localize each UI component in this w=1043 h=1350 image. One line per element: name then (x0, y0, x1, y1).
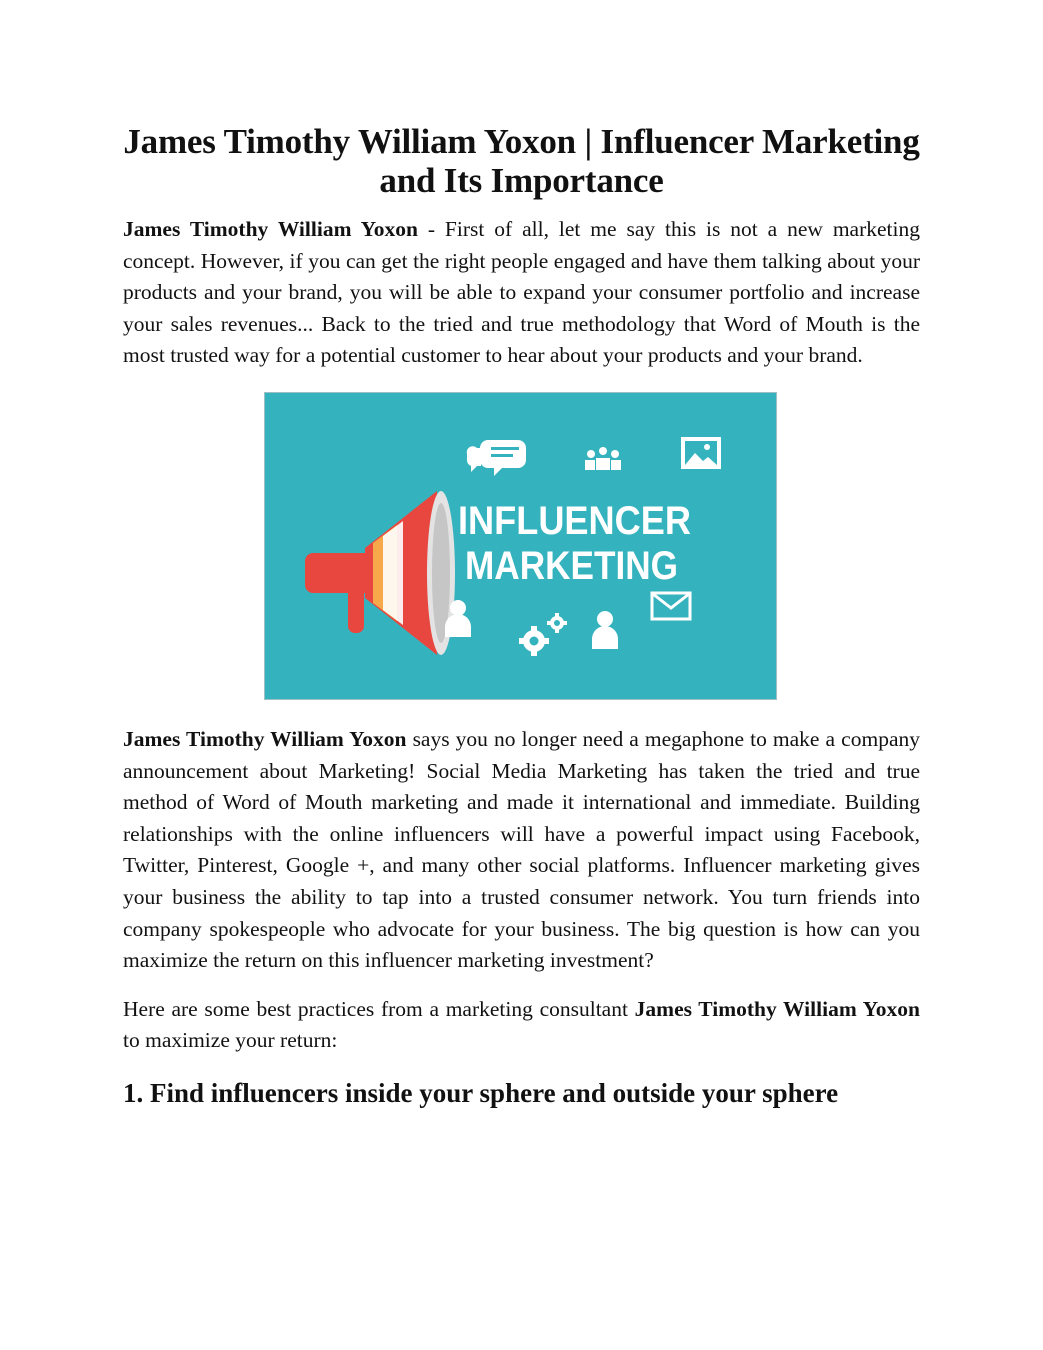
author-name-bold: James Timothy William Yoxon (634, 996, 920, 1021)
section-heading: 1. Find influencers inside your sphere and outside your sphere (123, 1077, 839, 1108)
intro-paragraph (123, 214, 920, 372)
document-page (123, 122, 920, 1110)
image-line-2: MARKETING (465, 543, 678, 588)
best-practices-tail: to maximize your return: (123, 1028, 338, 1053)
image-icon (681, 437, 721, 469)
intro-text: - First of all, let me say this is not a new marketing concept. However, if you can get the right people engaged and have them talking about your products and your brand, you will be able to expand your consumer portfolio and increase your sales revenues... Back to the tried and true methodology that Word of Mouth is the most trusted way for a potential customer to hear about your products and your brand. (123, 217, 920, 368)
author-name-bold: James Timothy William Yoxon (123, 726, 407, 751)
image-line-1: INFLUENCER (458, 498, 692, 543)
best-practices-intro (123, 994, 920, 1057)
influencer-marketing-image (264, 392, 777, 700)
body-text: says you no longer need a megaphone to make a company announcement about Marketing! Social Media Marketing has taken the tried and true method of Word of Mouth marketing and made it international and immediate. Building relationships with the online influencers will have a powerful impact using Facebook, Twitter, Pinterest, Google +, and many other social platforms. Influencer marketing gives your business the ability to tap into a trusted consumer network. You turn friends into company spokespeople who advocate for your business. The big question is how can you maximize the return on this influencer marketing investment? (123, 726, 920, 973)
best-practices-text: Here are some best practices from a marketing consultant (123, 996, 635, 1021)
body-paragraph (123, 724, 920, 977)
page-title: James Timothy William Yoxon | Influencer Marketing and Its Importance (123, 122, 920, 200)
author-name-bold: James Timothy William Yoxon (123, 217, 418, 241)
